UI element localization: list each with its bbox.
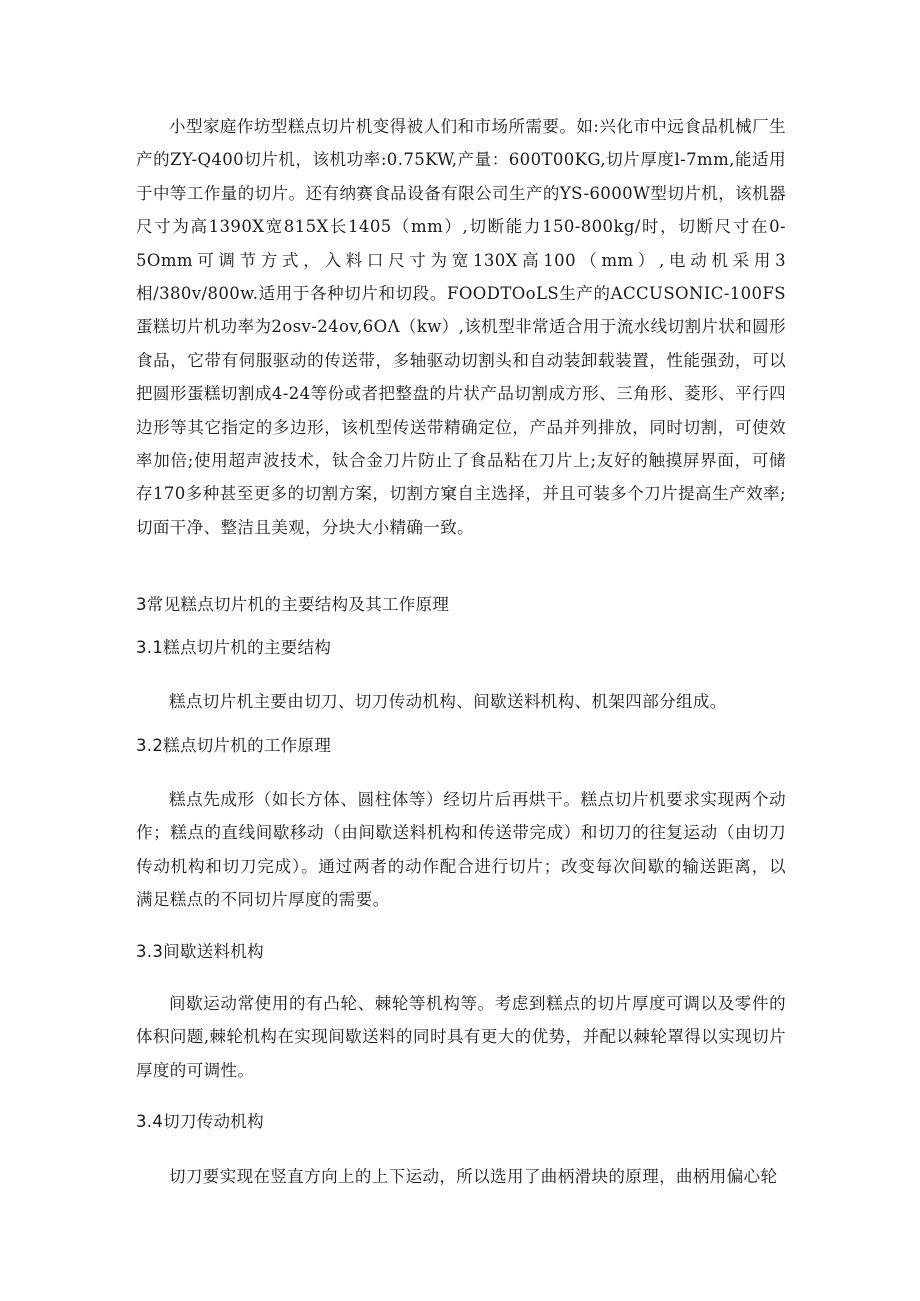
- section-3-heading: 3常见糕点切片机的主要结构及其工作原理: [136, 595, 450, 614]
- section-3-3-paragraph: 间歇运动常使用的有凸轮、棘轮等机构等。考虑到糕点的切片厚度可调以及零件的体积问题,棘轮机构在实现间歇送料的同时具有更大的优势，并配以棘轮罩得以实现切片厚度的可调性。: [136, 994, 786, 1080]
- section-3-2-paragraph: 糕点先成形（如长方体、圆柱体等）经切片后再烘干。糕点切片机要求实现两个动作；糕点的直线间歇移动（由间歇送料机构和传送带完成）和切刀的往复运动（由切刀传动机构和切刀完成）。通过两者的动作配合进行切片；改变每次间歇的输送距离，以满足糕点的不同切片厚度的需要。: [136, 790, 786, 910]
- section-3-3-heading: 3.3间歇送料机构: [136, 942, 264, 961]
- section-3-1-paragraph: 糕点切片机主要由切刀、切刀传动机构、间歇送料机构、机架四部分组成。: [169, 692, 727, 711]
- section-3-2-heading: 3.2糕点切片机的工作原理: [136, 736, 332, 755]
- section-3-1-heading: 3.1糕点切片机的主要结构: [136, 638, 332, 657]
- section-3-4-paragraph: 切刀要实现在竖直方向上的上下运动，所以选用了曲柄滑块的原理，曲柄用偏心轮: [169, 1167, 778, 1186]
- intro-paragraph: 小型家庭作坊型糕点切片机变得被人们和市场所需要。如:兴化市中远食品机械厂生产的ZY-Q400切片机，该机功率:0.75KW,产量：600T00KG,切片厚度l-7mm,能适用于中等工作量的切片。还有纳赛食品设备有限公司生产的YS-6000W型切片机，该机器尺寸为高1390X宽815X长1405（mm）,切断能力150-800kg/时，切断尺寸在0-5Omm可调节方式，入料口尺寸为宽130X高100（mm）,电动机采用3相/380v/800w.适用于各种切片和切段。FOODTOoLS生产的ACCUSONIC-100FS蛋糕切片机功率为2osv-24ov,6OΛ（kw）,该机型非常适合用于流水线切割片状和圆形食品，它带有伺服驱动的传送带，多轴驱动切割头和自动装卸载装置，性能强劲，可以把圆形蛋糕切割成4-24等份或者把整盘的片状产品切割成方形、三角形、菱形、平行四边形等其它指定的多边形，该机型传送带精确定位，产品并列排放，同时切割，可使效率加倍;使用超声波技术，钛合金刀片防止了食品粘在刀片上;友好的触摸屏界面，可储存170多种甚至更多的切割方案，切割方窠自主选择，并且可装多个刀片提高生产效率;切面干净、整洁且美观，分块大小精确一致。: [136, 117, 786, 537]
- section-3-4-heading: 3.4切刀传动机构: [136, 1112, 264, 1131]
